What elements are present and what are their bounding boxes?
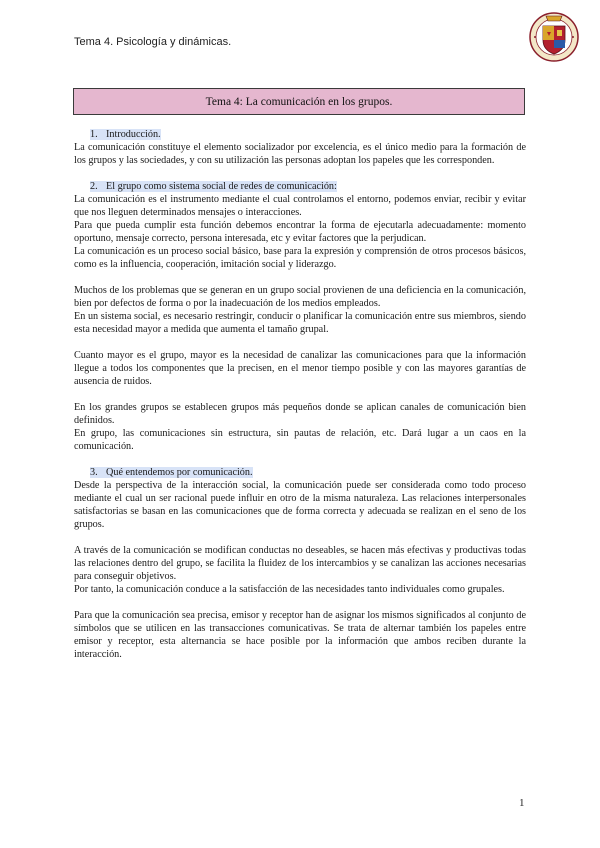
section-heading-text: Qué entendemos por comunicación. [106, 467, 253, 478]
section-heading-highlight [90, 467, 253, 478]
section-gap [74, 167, 526, 180]
section-number: 2. [90, 181, 98, 192]
section-gap [74, 453, 526, 466]
document-title: Tema 4: La comunicación en los grupos. [205, 95, 393, 108]
section-heading-text: El grupo como sistema social de redes de comunicación: [106, 181, 337, 192]
section-heading-highlight [90, 181, 337, 192]
body-paragraph: La comunicación constituye el elemento socializador por excelencia, es el único medio para la formación de los grupos y las sociedades, y con su utilización las personas adoptan los papeles que les corresponden. [74, 142, 526, 166]
body-paragraph: La comunicación es el instrumento mediante el cual controlamos el entorno, podemos enviar, recibir y evitar que nos lleguen determinados mensajes o interacciones. [74, 194, 526, 218]
paragraph-gap [74, 531, 526, 544]
paragraph-gap [74, 271, 526, 284]
body-paragraph: En los grandes grupos se establecen grupos más pequeños donde se aplican canales de comunicación bien definidos. [74, 402, 526, 426]
page-header-text: Tema 4. Psicología y dinámicas. [74, 36, 232, 48]
section-number: 1. [90, 129, 98, 140]
document-title-box [73, 88, 525, 115]
section-heading-text: Introducción. [106, 129, 161, 140]
paragraph-gap [74, 336, 526, 349]
body-paragraph: La comunicación es un proceso social básico, base para la expresión y comprensión de otros procesos básicos, como es la influencia, cooperación, imitación social y liderazgo. [74, 246, 526, 270]
body-paragraph: Muchos de los problemas que se generan en un grupo social provienen de una deficiencia en la comunicación, bien por defectos de forma o por la inadecuación de los medios empleados. [74, 285, 526, 309]
section-number: 3. [90, 467, 98, 478]
section-heading-highlight [90, 129, 161, 140]
body-paragraph: Para que la comunicación sea precisa, emisor y receptor han de asignar los mismos significados al conjunto de símbolos que se utilicen en las transacciones comunicativas. Se trata de alternar también los papeles entre emisor y receptor, esta alternancia se hace posible por la información que ambos reciben durante la interacción. [74, 610, 526, 660]
section-heading [74, 180, 526, 193]
university-crest-icon [529, 10, 579, 64]
body-paragraph: En un sistema social, es necesario restringir, conducir o planificar la comunicación entre sus miembros, siendo esta necesidad mayor a medida que aumenta el tamaño grupal. [74, 311, 526, 335]
section-heading [74, 466, 526, 479]
paragraph-gap [74, 388, 526, 401]
body-paragraph: Para que pueda cumplir esta función debemos encontrar la forma de ejecutarla adecuadamente: momento oportuno, mensaje correcto, persona interesada, etc y evitar factores que la perjudican. [74, 220, 526, 244]
paragraph-gap [74, 596, 526, 609]
body-paragraph: A través de la comunicación se modifican conductas no deseables, se hacen más efectivas y productivas todas las relaciones dentro del grupo, se facilita la fluidez de los intercambios y se canalizan las acciones necesarias para conseguir objetivos. [74, 545, 526, 582]
body-paragraph: Cuanto mayor es el grupo, mayor es la necesidad de canalizar las comunicaciones para que la información llegue a todos los componentes que la precisen, en el menor tiempo posible y con las mayores garantías de ausencia de ruidos. [74, 350, 526, 387]
document-body [74, 128, 526, 661]
section-heading [74, 128, 526, 141]
body-paragraph: En grupo, las comunicaciones sin estructura, sin pautas de relación, etc. Dará lugar a un caos en la comunicación. [74, 428, 526, 452]
body-paragraph: Por tanto, la comunicación conduce a la satisfacción de las necesidades tanto individuales como grupales. [74, 584, 505, 595]
body-paragraph: Desde la perspectiva de la interacción social, la comunicación puede ser considerada como todo proceso mediante el cual un ser racional puede influir en otro de la misma naturaleza. Las relaciones interpersonales satisfactorias se basan en las comunicaciones que de forma correcta y adecuada se realizan en el seno de los grupos. [74, 480, 526, 530]
page-number: 1 [519, 797, 525, 809]
